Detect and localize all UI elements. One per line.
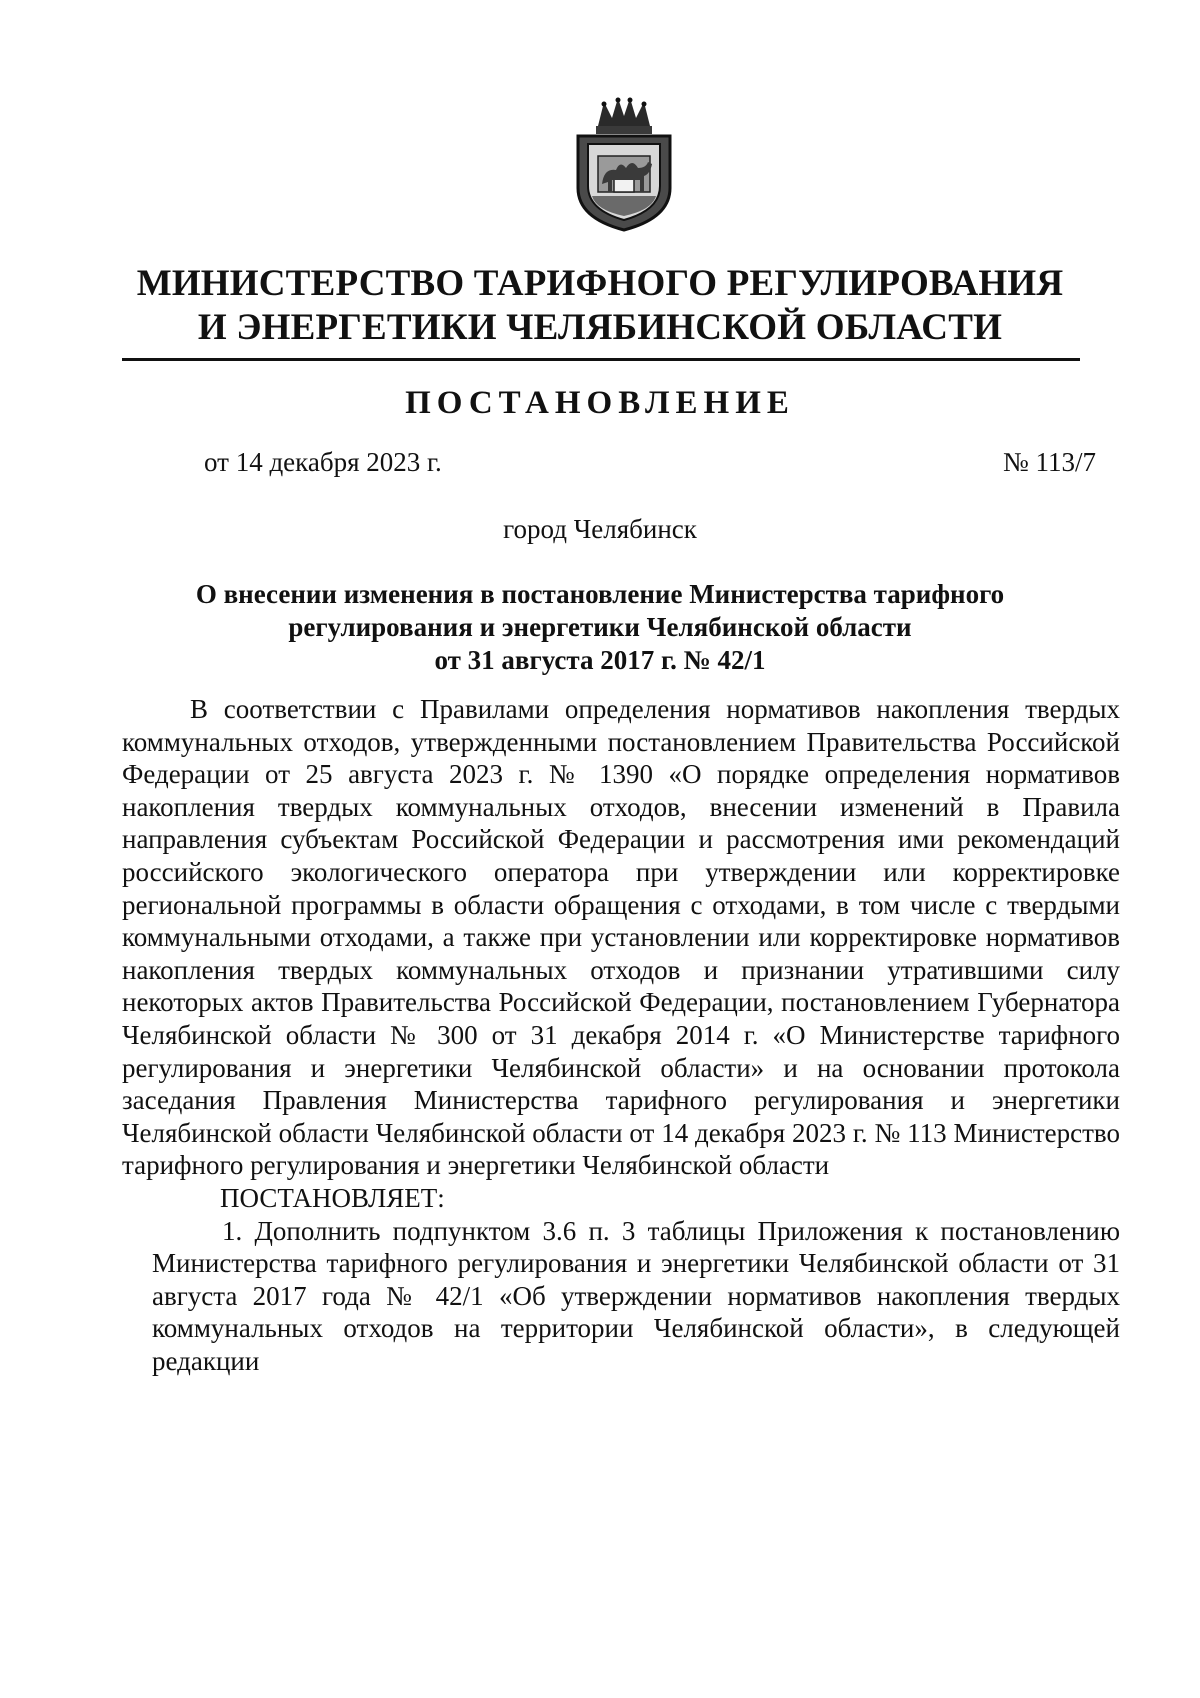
ministry-title-line-1: МИНИСТЕРСТВО ТАРИФНОГО РЕГУЛИРОВАНИЯ <box>136 263 1064 304</box>
resolves-heading: ПОСТАНОВЛЯЕТ: <box>220 1182 445 1213</box>
subject-line-2: регулирования и энергетики Челябинской области <box>288 612 912 642</box>
preamble-paragraph: В соответствии с Правилами определения нормативов накопления твердых коммунальных отходов, утвержденными постановлением Правительства Российской Федерации от 25 августа 2023 г. № 1390 «О порядке определения нормативов накопления твердых коммунальных отходов, внесении изменений в Правила направления субъектам Российской Федерации и рассмотрения ими рекомендаций российского экологического оператора при утверждении или корректировке региональной программы в области обращения с отходами, в том числе с твердыми коммунальными отходами, а также при установлении или корректировке нормативов накопления твердых коммунальных отходов и признании утратившими силу некоторых актов Правительства Российской Федерации, постановлением Губернатора Челябинской области № 300 от 31 декабря 2014 г. «О Министерстве тарифного регулирования и энергетики Челябинской области» и на основании протокола заседания Правления Министерства тарифного регулирования и энергетики Челябинской области Челябинской области от 14 декабря 2023 г. № 113 Министерство тарифного регулирования и энергетики Челябинской области <box>122 694 1120 1181</box>
document-type: ПОСТАНОВЛЕНИЕ <box>405 385 795 421</box>
document-date: от 14 декабря 2023 г. <box>204 447 442 477</box>
item-1-paragraph: 1. Дополнить подпунктом 3.6 п. 3 таблицы Приложения к постановлению Министерства тарифного регулирования и энергетики Челябинской области от 31 августа 2017 года № 42/1 «Об утверждении нормативов накопления твердых коммунальных отходов на территории Челябинской области», в следующей редакции <box>152 1215 1120 1376</box>
ministry-title <box>0 262 1200 350</box>
subject-line-1: О внесении изменения в постановление Министерства тарифного <box>195 579 1005 609</box>
document-subject <box>160 578 1040 677</box>
document-city: город Челябинск <box>503 514 697 544</box>
document-number: № 113/7 <box>1002 447 1096 477</box>
title-divider <box>122 358 1080 361</box>
coat-of-arms-icon <box>568 96 680 234</box>
document-body <box>122 693 1120 1377</box>
subject-line-3: от 31 августа 2017 г. № 42/1 <box>434 645 766 675</box>
ministry-title-line-2: И ЭНЕРГЕТИКИ ЧЕЛЯБИНСКОЙ ОБЛАСТИ <box>197 307 1003 348</box>
